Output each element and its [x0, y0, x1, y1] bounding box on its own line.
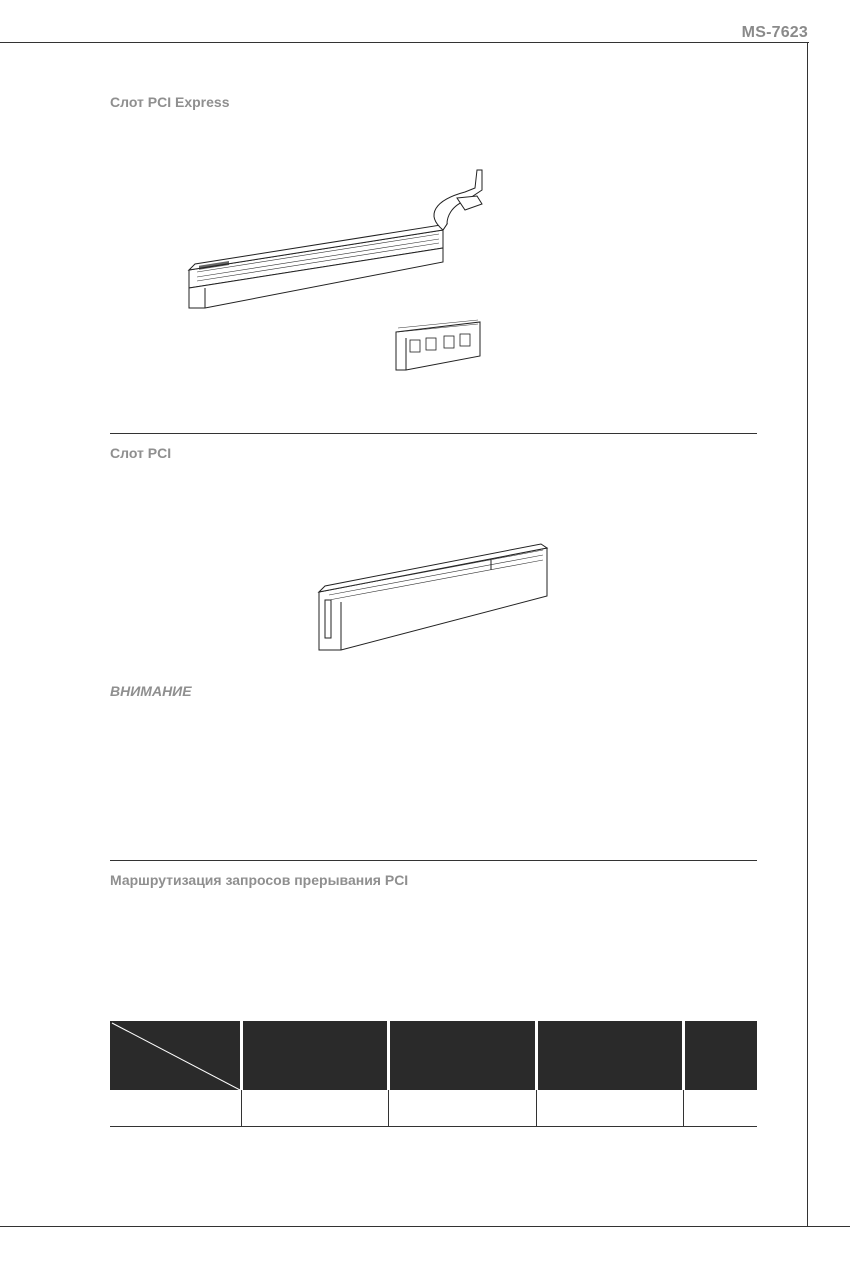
irq-section-title: Маршрутизация запросов прерывания PCI	[110, 872, 409, 888]
pcie-section-title: Слот PCI Express	[110, 94, 230, 110]
irq-table-header-cell	[536, 1021, 683, 1090]
warning-title: ВНИМАНИЕ	[110, 683, 192, 699]
section-divider	[110, 433, 757, 434]
irq-table-cell	[110, 1090, 242, 1127]
section-divider	[110, 860, 757, 861]
page-frame-top	[0, 42, 809, 43]
diagonal-line	[110, 1021, 240, 1090]
irq-table-header-cell	[389, 1021, 536, 1090]
irq-table-corner-cell	[110, 1021, 242, 1090]
irq-routing-table	[110, 1021, 757, 1127]
table-row	[110, 1090, 757, 1127]
page-frame-right	[807, 42, 808, 1226]
irq-table-cell	[242, 1090, 389, 1127]
pcie-x1-slot-illustration	[392, 318, 487, 374]
irq-table-cell	[389, 1090, 536, 1127]
irq-table-header-cell	[242, 1021, 389, 1090]
irq-table-header-row	[110, 1021, 757, 1090]
irq-table-cell	[683, 1090, 757, 1127]
pcie-x16-slot-illustration	[185, 160, 495, 315]
model-number: MS-7623	[741, 24, 808, 41]
pci-section-title: Слот PCI	[110, 445, 172, 461]
pci-slot-illustration	[315, 540, 555, 655]
page-frame-bottom	[0, 1226, 850, 1227]
irq-table-cell	[536, 1090, 683, 1127]
irq-table-header-cell	[683, 1021, 757, 1090]
